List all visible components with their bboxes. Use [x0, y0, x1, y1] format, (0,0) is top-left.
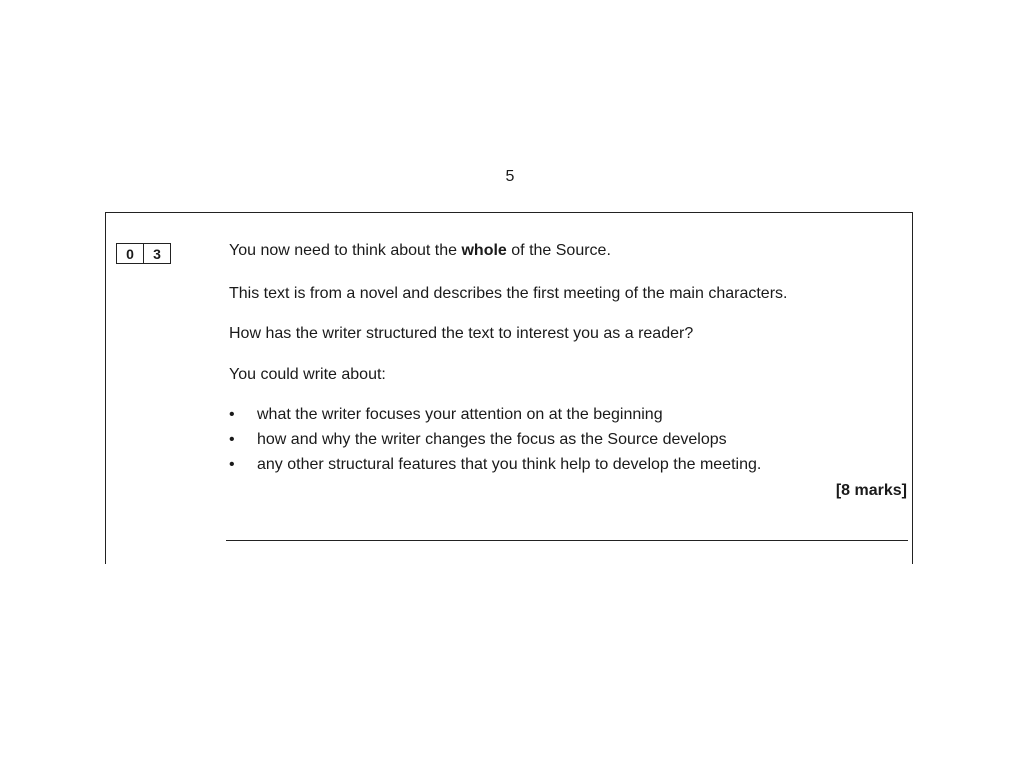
page-number: 5	[505, 168, 515, 185]
list-item	[229, 429, 909, 454]
bullet-text: what the writer focuses your attention on at the beginning	[257, 406, 663, 423]
line-text: of the Source.	[506, 242, 611, 259]
list-item	[229, 454, 909, 479]
question-line-whole-source	[229, 241, 909, 261]
bullet-text: any other structural features that you think help to develop the meeting.	[257, 456, 762, 473]
guidance-bullet-list	[229, 404, 909, 479]
bold-emphasis-text: whole	[461, 242, 507, 259]
bullet-icon: •	[229, 431, 235, 448]
question-frame	[105, 212, 913, 564]
question-number-box	[116, 243, 171, 264]
marks-label: [8 marks]	[835, 482, 907, 499]
question-line-context: This text is from a novel and describes the first meeting of the main characters.	[229, 285, 788, 302]
bullet-icon: •	[229, 406, 235, 423]
list-item	[229, 404, 909, 429]
question-guidance-intro: You could write about:	[229, 366, 386, 383]
line-text: You now need to think about the	[229, 242, 462, 259]
question-number-digit: 0	[126, 245, 134, 262]
question-prompt: How has the writer structured the text to interest you as a reader?	[229, 325, 694, 342]
bullet-icon: •	[229, 456, 235, 473]
answer-line	[226, 540, 908, 541]
question-number-digit: 3	[143, 244, 170, 263]
bullet-text: how and why the writer changes the focus as the Source develops	[257, 431, 727, 448]
